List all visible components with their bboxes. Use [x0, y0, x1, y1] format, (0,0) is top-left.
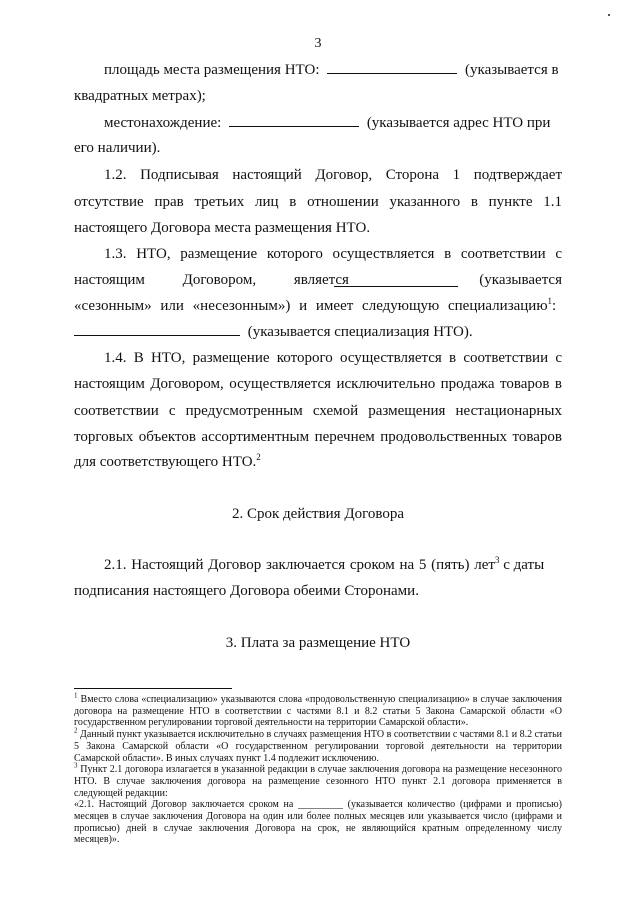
footnotes	[74, 691, 562, 846]
footnote-text: Вместо слова «специализацию» указываются слова «продовольственную специализацию» в случае заключения договора на размещение НТО в соответствии с частями 8.1 и 8.2 статьи 5 Закона Самарской области «О государственном регулировании торговой деятельности на территории Самарской области».	[74, 694, 562, 729]
para-1-4-line4: торговых объектов ассортиментным перечнем продовольственных товаров	[74, 429, 562, 445]
footnote-3-quote: «2.1. Настоящий Договор заключается сроком на _________ (указывается количество (цифрами и прописью) месяцев в случае заключения Договора на один или более полных месяцев или указывается число (цифрами и прописью) дней в случае заключения Договора на срок, не являющийся кратным определенному числу месяцев)».	[74, 799, 562, 846]
text: (указывается адрес НТО при	[366, 115, 551, 131]
footnote-ref: 1	[547, 296, 553, 306]
para-2-1-line1	[104, 556, 562, 574]
footnote-text: Пункт 2.1 договора излагается в указанной редакции в случае заключения договора на размещение несезонного НТО. В случае заключения договора на размещение сезонного НТО пункт 2.1 договора применяется в следующей редакции:	[74, 764, 562, 799]
footnote-2	[74, 726, 562, 764]
blank-field	[229, 113, 359, 127]
text: (указывается в	[465, 62, 559, 78]
text: площадь места размещения НТО:	[104, 62, 320, 78]
para-1-2-line2: отсутствие прав третьих лиц в отношении указанного в пункте 1.1	[74, 194, 562, 210]
footnote-ref: 2	[256, 452, 261, 462]
section-2-heading: 2. Срок действия Договора	[232, 506, 404, 522]
blank-field	[74, 322, 240, 336]
para-2-1-line2: подписания настоящего Договора обеими Сторонами.	[74, 583, 419, 599]
footnote-text: Данный пункт указывается исключительно в случаях размещения НТО в соответствии с частями 8.1 и 8.2 статьи 5 Закона Самарской области «О государственном регулировании торговой деятельности на территории Самарской области». В иных случаях пункт 1.4 подлежит исключению.	[74, 729, 562, 764]
blank-field	[334, 273, 458, 287]
text: с даты	[499, 557, 545, 573]
text: 2.1. Настоящий Договор заключается сроком на 5 (пять) лет	[104, 557, 495, 573]
footnote-number: 3	[74, 761, 78, 770]
para-1-2-line1: 1.2. Подписывая настоящий Договор, Сторона 1 подтверждает	[104, 167, 562, 183]
line-area	[104, 60, 562, 79]
para-1-4-line2: настоящим Договором, осуществляется исключительно продажа товаров в	[74, 376, 562, 392]
text: (указывается	[479, 272, 562, 288]
text: для соответствующего НТО.	[74, 454, 257, 470]
scan-mark	[608, 14, 610, 16]
page-number: 3	[314, 36, 322, 51]
para-1-4-line1: 1.4. В НТО, размещение которого осуществляется в соответствии с	[104, 350, 562, 366]
para-1-3-line2	[74, 271, 562, 289]
footnote-ref: 3	[494, 555, 500, 565]
blank-field	[327, 60, 457, 74]
para-1-3-line3	[74, 297, 562, 315]
footnote-1	[74, 691, 562, 729]
para-1-4-line5	[74, 453, 562, 471]
para-1-4-line3: соответствии с предусмотренным схемой размещения нестационарных	[74, 403, 562, 419]
text: местонахождение:	[104, 115, 222, 131]
line-area-cont: квадратных метрах);	[74, 88, 206, 104]
footnote-number: 2	[74, 726, 78, 735]
footnote-separator	[74, 688, 232, 689]
para-1-3-line1: 1.3. НТО, размещение которого осуществляется в соответствии с	[104, 246, 562, 262]
line-location	[104, 113, 562, 132]
text: (указывается специализация НТО).	[247, 324, 473, 340]
text: настоящим Договором, является	[74, 272, 349, 288]
para-1-2-line3: настоящего Договора места размещения НТО.	[74, 220, 371, 236]
footnote-3	[74, 761, 562, 799]
line-location-cont: его наличии).	[74, 140, 161, 156]
para-1-3-line4	[74, 322, 562, 341]
footnote-number: 1	[74, 691, 78, 700]
text: «сезонным» или «несезонным») и имеет следующую специализацию	[74, 298, 548, 314]
text: :	[552, 298, 557, 314]
section-3-heading: 3. Плата за размещение НТО	[225, 635, 411, 651]
